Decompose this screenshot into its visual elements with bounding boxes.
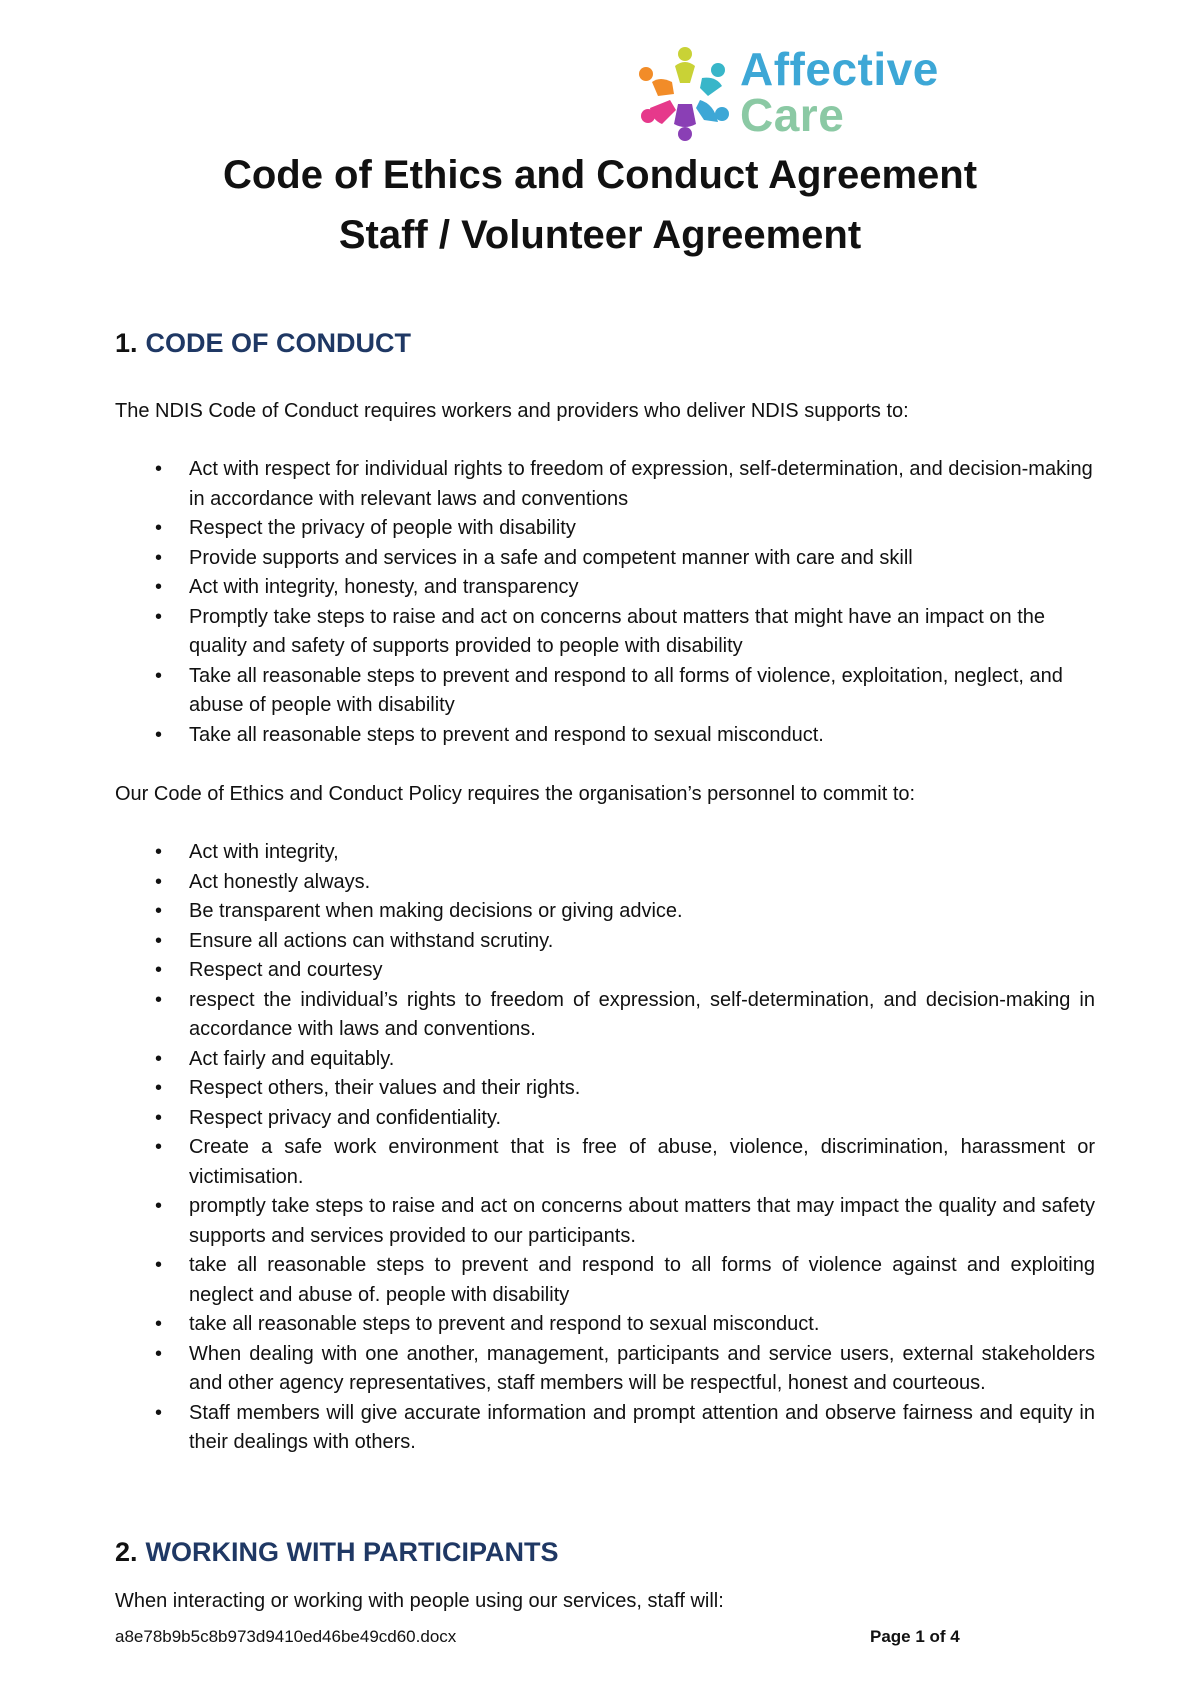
- list-item: • Take all reasonable steps to prevent and respond to sexual misconduct.: [155, 723, 824, 746]
- list-item: • Act with integrity, honesty, and transparency: [155, 576, 579, 598]
- list-item: • Respect others, their values and their rights.: [155, 1077, 581, 1099]
- ndis-code-list: [115, 455, 1095, 750]
- list-item: • Act fairly and equitably.: [155, 1047, 395, 1070]
- list-item: • Act honestly always.: [155, 870, 371, 893]
- list-item: • take all reasonable steps to prevent and respond to all forms of violence against and exploiting neglect and abuse of. people with disability: [155, 1254, 1095, 1306]
- section-heading-working-with-participants: [115, 1537, 559, 1568]
- policy-intro-paragraph: Our Code of Ethics and Conduct Policy requires the organisation’s personnel to commit to:: [115, 783, 916, 805]
- list-item: • Promptly take steps to raise and act on concerns about matters that might have an impact on the quality and safety of supports provided to people with disability: [155, 605, 1046, 657]
- logo-text-care: Care: [740, 89, 845, 141]
- list-item: • take all reasonable steps to prevent and respond to sexual misconduct.: [155, 1313, 820, 1335]
- section-heading-code-of-conduct: [115, 328, 411, 359]
- list-item: • Respect privacy and confidentiality.: [155, 1106, 502, 1129]
- logo-text-affective: Affective: [740, 43, 939, 95]
- people-circle-icon: [630, 38, 740, 148]
- section-number: 2.: [115, 1537, 138, 1567]
- section-label: CODE OF CONDUCT: [145, 328, 412, 358]
- list-item: • promptly take steps to raise and act on concerns about matters that may impact the quality and safety supports and services provided to our participants.: [155, 1195, 1095, 1247]
- list-item: • respect the individual’s rights to freedom of expression, self-determination, and decision-making in accordance with laws and conventions.: [155, 988, 1095, 1040]
- footer-filename: a8e78b9b5c8b973d9410ed46be49cd60.docx: [115, 1627, 457, 1646]
- list-item: • Take all reasonable steps to prevent and respond to all forms of violence, exploitation, neglect, and abuse of people with disability: [155, 664, 1063, 716]
- list-item: • Act with respect for individual rights to freedom of expression, self-determination, and decision-making in accordance with relevant laws and conventions: [155, 458, 1093, 510]
- footer-page-number: Page 1 of 4: [870, 1627, 960, 1646]
- list-item: • Staff members will give accurate information and prompt attention and observe fairness and equity in their dealings with others.: [155, 1401, 1095, 1453]
- affective-care-logo: [630, 38, 960, 148]
- section-label: WORKING WITH PARTICIPANTS: [145, 1537, 559, 1567]
- document-subtitle: Staff / Volunteer Agreement: [338, 213, 862, 257]
- section-number: 1.: [115, 328, 138, 358]
- list-item: • Respect the privacy of people with disability: [155, 517, 576, 539]
- ndis-intro-paragraph: The NDIS Code of Conduct requires workers and providers who deliver NDIS supports to:: [115, 400, 909, 422]
- participants-intro-paragraph: When interacting or working with people using our services, staff will:: [115, 1590, 724, 1612]
- list-item: • When dealing with one another, management, participants and service users, external stakeholders and other agency representatives, staff members will be respectful, honest and courteous.: [155, 1342, 1095, 1394]
- list-item: • Respect and courtesy: [155, 959, 383, 981]
- document-title: Code of Ethics and Conduct Agreement: [222, 153, 978, 197]
- list-item: • Provide supports and services in a safe and competent manner with care and skill: [155, 546, 913, 569]
- list-item: • Ensure all actions can withstand scrutiny.: [155, 929, 554, 952]
- list-item: • Act with integrity,: [155, 841, 339, 863]
- list-item: • Be transparent when making decisions or giving advice.: [155, 900, 683, 922]
- policy-commitments-list: [115, 838, 1095, 1458]
- list-item: • Create a safe work environment that is free of abuse, violence, discrimination, harassment or victimisation.: [155, 1136, 1095, 1188]
